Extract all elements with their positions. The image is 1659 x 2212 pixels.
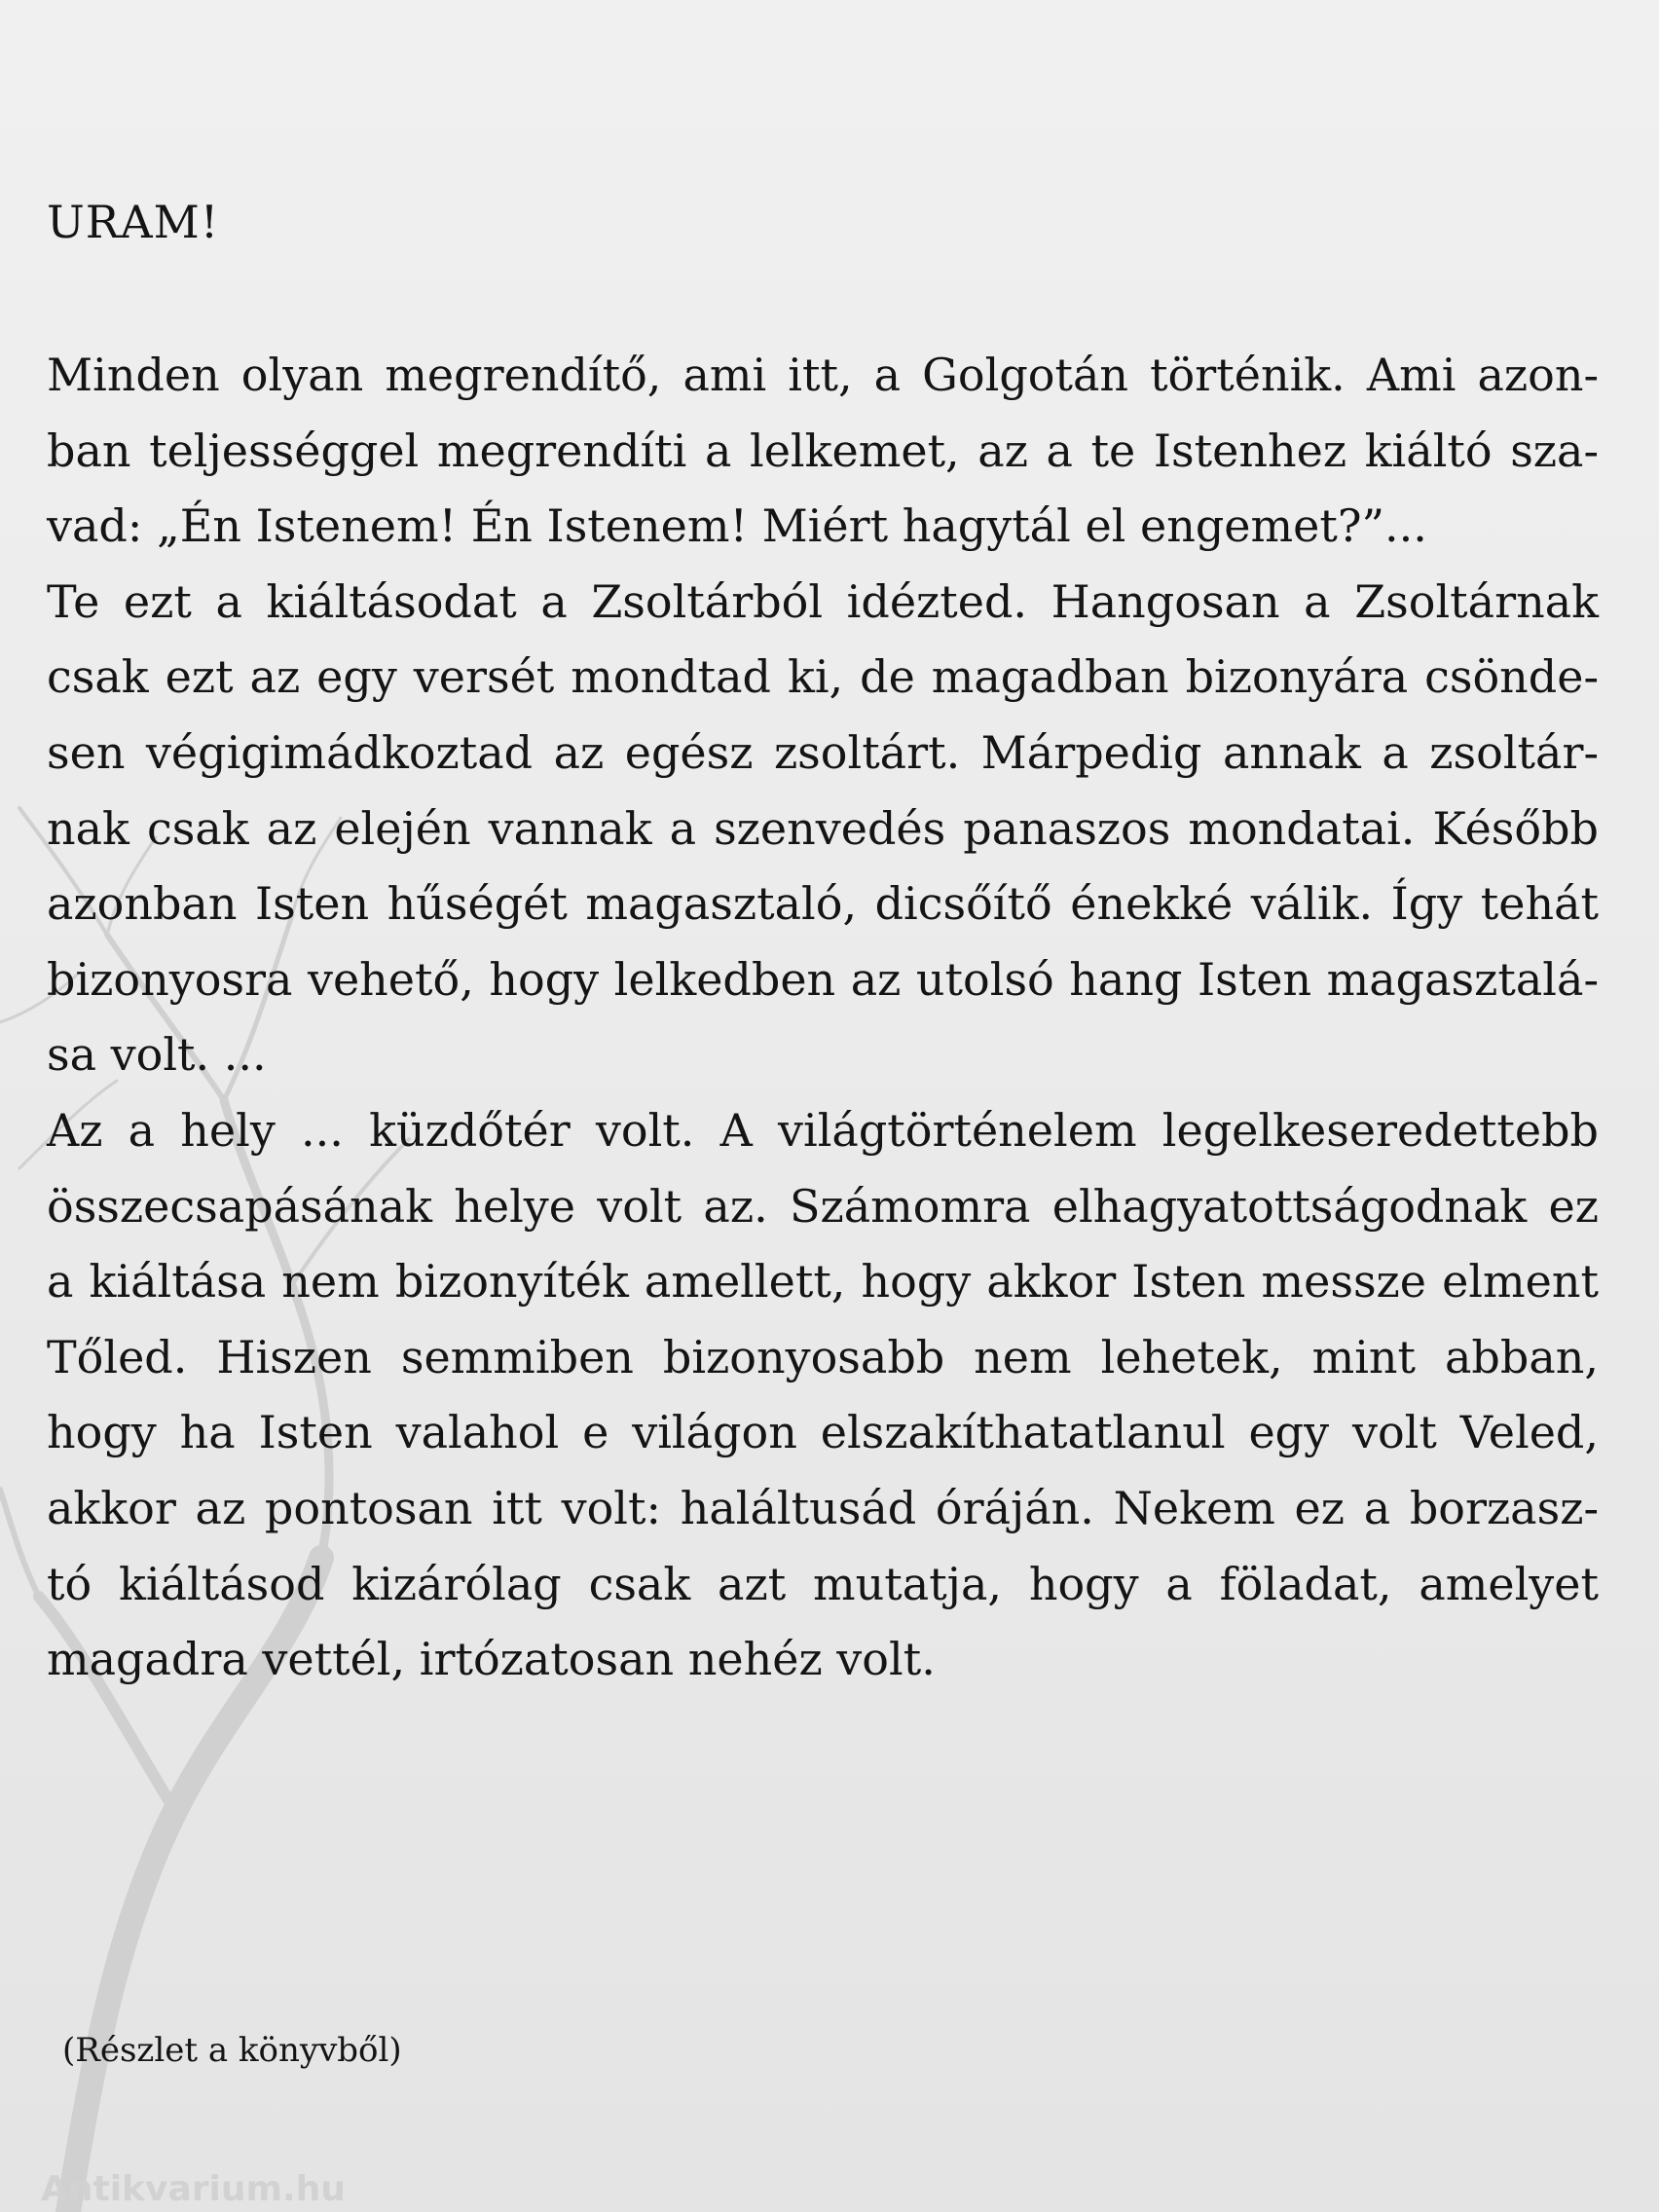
text-line: Az a hely ... küzdőtér volt. A világtörténelem legelkeseredettebb	[47, 1103, 1599, 1157]
text-line: magadra vettél, irtózatosan nehéz volt.	[47, 1633, 936, 1686]
text-line: azonban Isten hűségét magasztaló, dicsőítő énekké válik. Így tehát	[47, 877, 1599, 931]
text-line: vad: „Én Istenem! Én Istenem! Miért hagytál el engemet?”...	[47, 499, 1427, 553]
text-line: tó kiáltásod kizárólag csak azt mutatja, hogy a föladat, amelyet	[47, 1557, 1599, 1610]
text-line: akkor az pontosan itt volt: haláltusád óráján. Nekem ez a borzasz-	[47, 1481, 1599, 1534]
text-line: sen végigimádkoztad az egész zsoltárt. Márpedig annak a zsoltár-	[47, 725, 1599, 779]
text-line: Tőled. Hiszen semmiben bizonyosabb nem lehetek, mint abban,	[47, 1330, 1599, 1383]
watermark: Antikvarium.hu	[41, 2169, 346, 2209]
body-paragraph	[47, 338, 1599, 1698]
text-line: Minden olyan megrendítő, ami itt, a Golgotán történik. Ami azon-	[47, 349, 1599, 401]
text-line: sa volt. ...	[47, 1028, 267, 1082]
excerpt-caption: (Részlet a könyvből)	[62, 2031, 402, 2070]
text-line: csak ezt az egy versét mondtad ki, de magadban bizonyára csönde-	[47, 650, 1599, 704]
text-line: ban teljességgel megrendíti a lelkemet, az a te Istenhez kiáltó sza-	[47, 424, 1599, 477]
text-line: a kiáltása nem bizonyíték amellett, hogy akkor Isten messze elment	[47, 1255, 1599, 1309]
text-line: hogy ha Isten valahol e világon elszakíthatatlanul egy volt Veled,	[47, 1406, 1599, 1459]
text-line: nak csak az elején vannak a szenvedés panaszos mondatai. Később	[47, 801, 1599, 855]
text-line: bizonyosra vehető, hogy lelkedben az utolsó hang Isten magasztalá-	[47, 952, 1599, 1006]
text-line: összecsapásának helye volt az. Számomra elhagyatottságodnak ez	[47, 1179, 1599, 1233]
page-heading: URAM!	[47, 196, 220, 248]
text-line: Te ezt a kiáltásodat a Zsoltárból idézted. Hangosan a Zsoltárnak	[47, 574, 1599, 628]
